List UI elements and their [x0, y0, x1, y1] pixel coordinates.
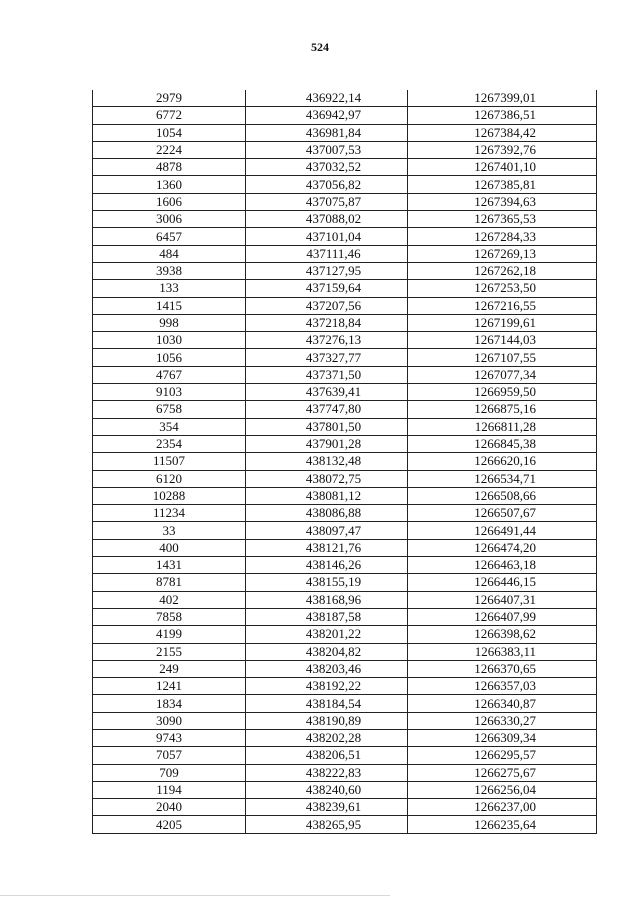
y-coordinate-cell: 1266398,62: [408, 626, 597, 643]
point-number-cell: 8781: [93, 574, 246, 591]
table-row: [93, 297, 597, 314]
y-coordinate-cell: 1266256,04: [408, 781, 597, 798]
y-coordinate-cell: 1267262,18: [408, 262, 597, 279]
point-number-cell: 1056: [93, 349, 246, 366]
y-coordinate-cell: 1266370,65: [408, 660, 597, 677]
coordinates-table: [92, 90, 597, 834]
x-coordinate-cell: 436922,14: [246, 90, 408, 107]
table-row: [93, 608, 597, 625]
point-number-cell: 6758: [93, 401, 246, 418]
table-row: [93, 349, 597, 366]
table-row: [93, 280, 597, 297]
x-coordinate-cell: 437901,28: [246, 435, 408, 452]
y-coordinate-cell: 1267284,33: [408, 228, 597, 245]
table-row: [93, 453, 597, 470]
point-number-cell: 1054: [93, 124, 246, 141]
point-number-cell: 2155: [93, 643, 246, 660]
x-coordinate-cell: 438190,89: [246, 712, 408, 729]
table-row: [93, 487, 597, 504]
point-number-cell: 3938: [93, 262, 246, 279]
table-row: [93, 816, 597, 833]
x-coordinate-cell: 437056,82: [246, 176, 408, 193]
table-row: [93, 124, 597, 141]
y-coordinate-cell: 1266507,67: [408, 505, 597, 522]
x-coordinate-cell: 437127,95: [246, 262, 408, 279]
y-coordinate-cell: 1266875,16: [408, 401, 597, 418]
point-number-cell: 400: [93, 539, 246, 556]
x-coordinate-cell: 438097,47: [246, 522, 408, 539]
point-number-cell: 6120: [93, 470, 246, 487]
x-coordinate-cell: 438184,54: [246, 695, 408, 712]
point-number-cell: 7858: [93, 608, 246, 625]
point-number-cell: 998: [93, 314, 246, 331]
point-number-cell: 2979: [93, 90, 246, 107]
point-number-cell: 2040: [93, 799, 246, 816]
table-row: [93, 712, 597, 729]
y-coordinate-cell: 1267269,13: [408, 245, 597, 262]
y-coordinate-cell: 1266237,00: [408, 799, 597, 816]
y-coordinate-cell: 1266383,11: [408, 643, 597, 660]
x-coordinate-cell: 438265,95: [246, 816, 408, 833]
x-coordinate-cell: 438187,58: [246, 608, 408, 625]
table-row: [93, 747, 597, 764]
table-row: [93, 141, 597, 158]
x-coordinate-cell: 438155,19: [246, 574, 408, 591]
y-coordinate-cell: 1266959,50: [408, 384, 597, 401]
point-number-cell: 1030: [93, 332, 246, 349]
y-coordinate-cell: 1267199,61: [408, 314, 597, 331]
point-number-cell: 1360: [93, 176, 246, 193]
point-number-cell: 11234: [93, 505, 246, 522]
x-coordinate-cell: 437111,46: [246, 245, 408, 262]
x-coordinate-cell: 438086,88: [246, 505, 408, 522]
table-row: [93, 591, 597, 608]
y-coordinate-cell: 1266508,66: [408, 487, 597, 504]
table-row: [93, 211, 597, 228]
table-row: [93, 314, 597, 331]
x-coordinate-cell: 437088,02: [246, 211, 408, 228]
x-coordinate-cell: 437159,64: [246, 280, 408, 297]
point-number-cell: 709: [93, 764, 246, 781]
table-row: [93, 626, 597, 643]
table-row: [93, 418, 597, 435]
y-coordinate-cell: 1267399,01: [408, 90, 597, 107]
point-number-cell: 1241: [93, 678, 246, 695]
point-number-cell: 4205: [93, 816, 246, 833]
x-coordinate-cell: 437218,84: [246, 314, 408, 331]
point-number-cell: 1431: [93, 557, 246, 574]
table-row: [93, 695, 597, 712]
y-coordinate-cell: 1267216,55: [408, 297, 597, 314]
y-coordinate-cell: 1267107,55: [408, 349, 597, 366]
point-number-cell: 354: [93, 418, 246, 435]
x-coordinate-cell: 437207,56: [246, 297, 408, 314]
x-coordinate-cell: 438240,60: [246, 781, 408, 798]
point-number-cell: 1415: [93, 297, 246, 314]
table-row: [93, 764, 597, 781]
y-coordinate-cell: 1266620,16: [408, 453, 597, 470]
table-row: [93, 107, 597, 124]
y-coordinate-cell: 1267077,34: [408, 366, 597, 383]
y-coordinate-cell: 1267365,53: [408, 211, 597, 228]
table-row: [93, 366, 597, 383]
x-coordinate-cell: 437371,50: [246, 366, 408, 383]
point-number-cell: 1606: [93, 193, 246, 210]
table-row: [93, 435, 597, 452]
table-row: [93, 384, 597, 401]
table-row: [93, 245, 597, 262]
y-coordinate-cell: 1266811,28: [408, 418, 597, 435]
point-number-cell: 4767: [93, 366, 246, 383]
table-row: [93, 557, 597, 574]
x-coordinate-cell: 438081,12: [246, 487, 408, 504]
x-coordinate-cell: 438239,61: [246, 799, 408, 816]
x-coordinate-cell: 437747,80: [246, 401, 408, 418]
y-coordinate-cell: 1266407,99: [408, 608, 597, 625]
coordinates-table-body: [93, 90, 597, 833]
x-coordinate-cell: 436942,97: [246, 107, 408, 124]
y-coordinate-cell: 1267385,81: [408, 176, 597, 193]
point-number-cell: 33: [93, 522, 246, 539]
table-row: [93, 332, 597, 349]
point-number-cell: 3006: [93, 211, 246, 228]
x-coordinate-cell: 438072,75: [246, 470, 408, 487]
point-number-cell: 6457: [93, 228, 246, 245]
x-coordinate-cell: 438206,51: [246, 747, 408, 764]
y-coordinate-cell: 1266534,71: [408, 470, 597, 487]
x-coordinate-cell: 437327,77: [246, 349, 408, 366]
x-coordinate-cell: 438121,76: [246, 539, 408, 556]
y-coordinate-cell: 1266446,15: [408, 574, 597, 591]
point-number-cell: 9743: [93, 729, 246, 746]
y-coordinate-cell: 1266463,18: [408, 557, 597, 574]
x-coordinate-cell: 438204,82: [246, 643, 408, 660]
point-number-cell: 133: [93, 280, 246, 297]
point-number-cell: 2354: [93, 435, 246, 452]
y-coordinate-cell: 1266340,87: [408, 695, 597, 712]
point-number-cell: 4199: [93, 626, 246, 643]
y-coordinate-cell: 1266845,38: [408, 435, 597, 452]
y-coordinate-cell: 1267144,03: [408, 332, 597, 349]
y-coordinate-cell: 1266295,57: [408, 747, 597, 764]
y-coordinate-cell: 1267394,63: [408, 193, 597, 210]
table-row: [93, 176, 597, 193]
table-row: [93, 643, 597, 660]
x-coordinate-cell: 438203,46: [246, 660, 408, 677]
point-number-cell: 10288: [93, 487, 246, 504]
y-coordinate-cell: 1266275,67: [408, 764, 597, 781]
table-row: [93, 193, 597, 210]
x-coordinate-cell: 437007,53: [246, 141, 408, 158]
y-coordinate-cell: 1266474,20: [408, 539, 597, 556]
table-row: [93, 505, 597, 522]
x-coordinate-cell: 438202,28: [246, 729, 408, 746]
y-coordinate-cell: 1267401,10: [408, 159, 597, 176]
table-row: [93, 781, 597, 798]
table-row: [93, 522, 597, 539]
x-coordinate-cell: 438201,22: [246, 626, 408, 643]
x-coordinate-cell: 437032,52: [246, 159, 408, 176]
y-coordinate-cell: 1267253,50: [408, 280, 597, 297]
x-coordinate-cell: 437101,04: [246, 228, 408, 245]
point-number-cell: 2224: [93, 141, 246, 158]
y-coordinate-cell: 1266309,34: [408, 729, 597, 746]
point-number-cell: 1834: [93, 695, 246, 712]
scan-edge: [0, 895, 390, 896]
point-number-cell: 249: [93, 660, 246, 677]
table-row: [93, 799, 597, 816]
y-coordinate-cell: 1266330,27: [408, 712, 597, 729]
table-row: [93, 228, 597, 245]
point-number-cell: 1194: [93, 781, 246, 798]
y-coordinate-cell: 1267386,51: [408, 107, 597, 124]
x-coordinate-cell: 438192,22: [246, 678, 408, 695]
x-coordinate-cell: 438168,96: [246, 591, 408, 608]
x-coordinate-cell: 437801,50: [246, 418, 408, 435]
y-coordinate-cell: 1267392,76: [408, 141, 597, 158]
x-coordinate-cell: 437075,87: [246, 193, 408, 210]
table-row: [93, 574, 597, 591]
y-coordinate-cell: 1266235,64: [408, 816, 597, 833]
point-number-cell: 484: [93, 245, 246, 262]
x-coordinate-cell: 438146,26: [246, 557, 408, 574]
table-row: [93, 678, 597, 695]
table-row: [93, 90, 597, 107]
table-row: [93, 159, 597, 176]
point-number-cell: 7057: [93, 747, 246, 764]
table-row: [93, 660, 597, 677]
x-coordinate-cell: 437639,41: [246, 384, 408, 401]
y-coordinate-cell: 1266407,31: [408, 591, 597, 608]
y-coordinate-cell: 1266357,03: [408, 678, 597, 695]
table-row: [93, 262, 597, 279]
x-coordinate-cell: 436981,84: [246, 124, 408, 141]
x-coordinate-cell: 438132,48: [246, 453, 408, 470]
y-coordinate-cell: 1266491,44: [408, 522, 597, 539]
x-coordinate-cell: 438222,83: [246, 764, 408, 781]
point-number-cell: 4878: [93, 159, 246, 176]
table-row: [93, 539, 597, 556]
point-number-cell: 6772: [93, 107, 246, 124]
table-row: [93, 729, 597, 746]
point-number-cell: 402: [93, 591, 246, 608]
table-row: [93, 401, 597, 418]
y-coordinate-cell: 1267384,42: [408, 124, 597, 141]
point-number-cell: 11507: [93, 453, 246, 470]
table-row: [93, 470, 597, 487]
page-number: 524: [311, 40, 329, 54]
point-number-cell: 9103: [93, 384, 246, 401]
point-number-cell: 3090: [93, 712, 246, 729]
x-coordinate-cell: 437276,13: [246, 332, 408, 349]
